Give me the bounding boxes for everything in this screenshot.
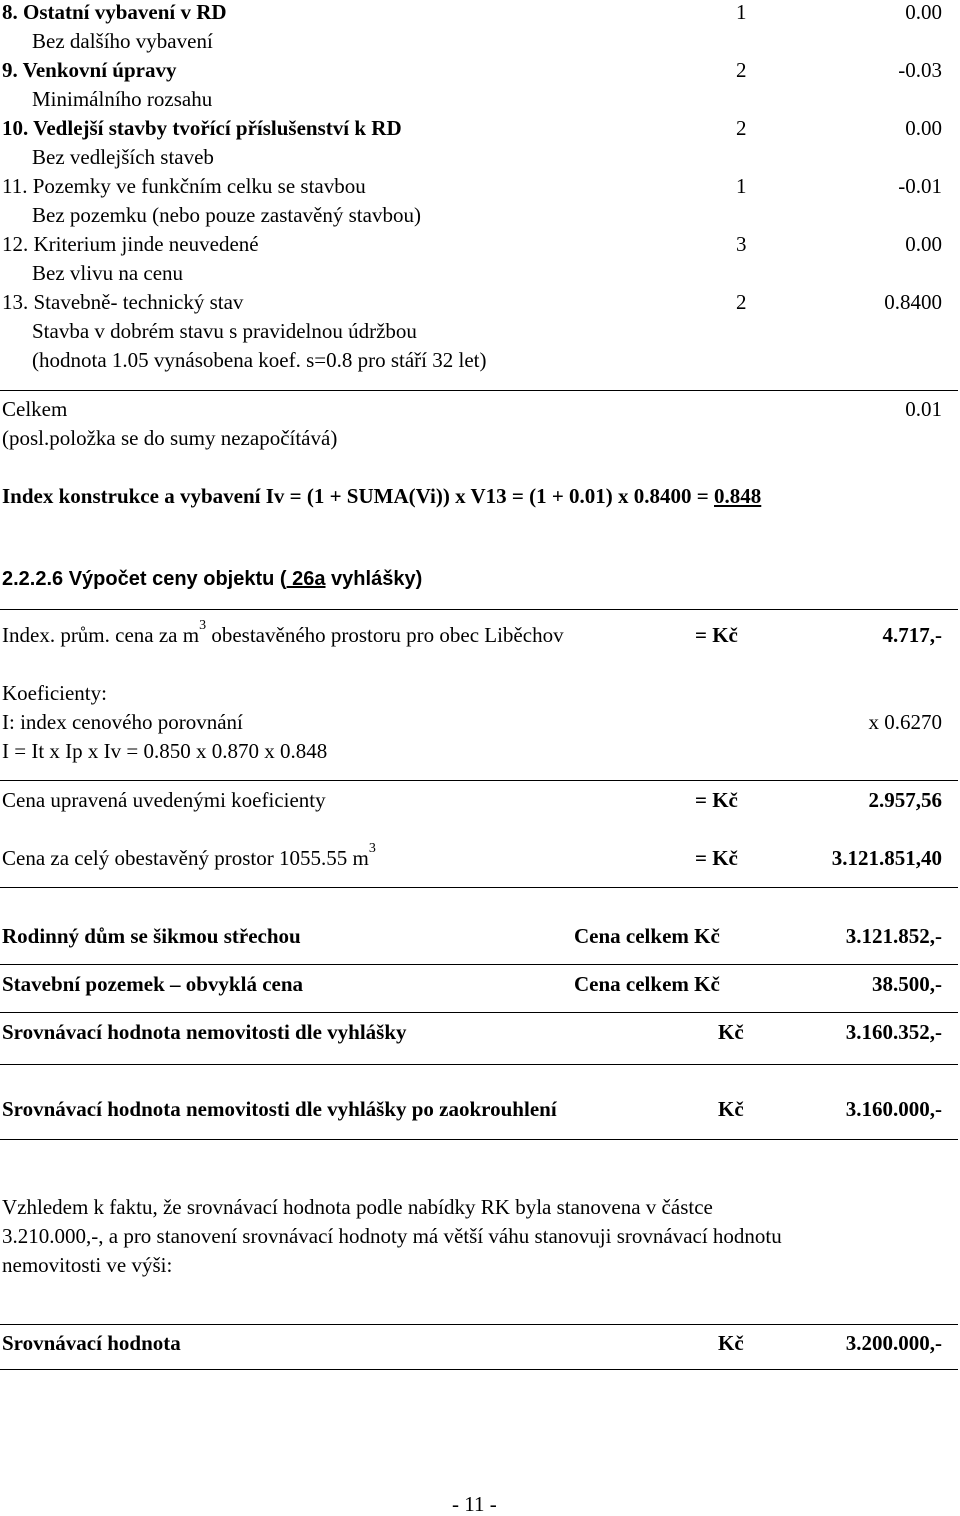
index-result: 0.848 <box>714 484 762 508</box>
coeff-level: 3 <box>736 232 747 256</box>
total-space-value: 3.121.851,40 <box>831 846 942 870</box>
coeff-desc: Bez pozemku (nebo pouze zastavěný stavbou) <box>32 203 421 227</box>
page-number: - 11 - <box>452 1492 497 1516</box>
total-note: (posl.položka se do sumy nezapočítává) <box>2 426 338 450</box>
superscript: 3 <box>199 618 207 633</box>
avg-price-value: 4.717,- <box>882 623 942 647</box>
coeff-desc: Bez vlivu na cenu <box>32 261 184 285</box>
final-mid: Kč <box>718 1331 744 1355</box>
paragraph-line: nemovitosti ve výši: <box>2 1253 173 1277</box>
coeff-title: 10. Vedlejší stavby tvořící příslušenství k RD <box>2 116 402 140</box>
divider <box>0 887 958 888</box>
heading-underlined: 26a <box>286 568 326 590</box>
coeff-title: 12. Kriterium jinde neuvedené <box>2 232 259 256</box>
total-value: 0.01 <box>905 397 942 421</box>
avg-price-label <box>2 618 564 647</box>
coeff-level: 1 <box>736 0 747 24</box>
index-formula-line: I = It x Ip x Iv = 0.850 x 0.870 x 0.848 <box>2 739 328 763</box>
final-value: 3.200.000,- <box>845 1331 942 1355</box>
divider <box>0 1012 958 1013</box>
coeff-value: 0.00 <box>905 116 942 140</box>
coeff-level: 2 <box>736 116 747 140</box>
coeff-desc: (hodnota 1.05 vynásobena koef. s=0.8 pro stáří 32 let) <box>32 348 487 372</box>
heading-prefix: 2.2.2.6 Výpočet ceny objektu ( <box>2 568 287 590</box>
summary-mid: Cena celkem Kč <box>574 924 720 948</box>
divider <box>0 609 958 610</box>
divider <box>0 390 958 391</box>
paragraph-line: Vzhledem k faktu, že srovnávací hodnota podle nabídky RK byla stanovena v částce <box>2 1195 713 1219</box>
adjusted-price-label: Cena upravená uvedenými koeficienty <box>2 788 326 812</box>
coefficients-heading: Koeficienty: <box>2 681 107 705</box>
coeff-value: 0.00 <box>905 0 942 24</box>
summary-value: 38.500,- <box>872 972 942 996</box>
coeff-value: -0.03 <box>898 58 942 82</box>
summary-value: 3.121.852,- <box>845 924 942 948</box>
coeff-title: 13. Stavebně- technický stav <box>2 290 244 314</box>
divider <box>0 780 958 781</box>
summary-label: Srovnávací hodnota nemovitosti dle vyhlášky po zaokrouhlení <box>2 1097 557 1121</box>
adjusted-price-value: 2.957,56 <box>868 788 942 812</box>
index-line <box>2 486 761 507</box>
summary-value: 3.160.352,- <box>845 1020 942 1044</box>
coeff-value: 0.8400 <box>884 290 942 314</box>
section-heading <box>2 569 422 589</box>
heading-suffix: vyhlášky) <box>325 568 423 590</box>
divider <box>0 964 958 965</box>
summary-mid: Kč <box>718 1020 744 1044</box>
coeff-title: 11. Pozemky ve funkčním celku se stavbou <box>2 174 366 198</box>
avg-price-eq: = Kč <box>695 623 738 647</box>
coeff-level: 1 <box>736 174 747 198</box>
coeff-title: 9. Venkovní úpravy <box>2 58 177 82</box>
index-label: I: index cenového porovnání <box>2 710 243 734</box>
total-label: Celkem <box>2 397 68 421</box>
coeff-level: 2 <box>736 290 747 314</box>
summary-label: Stavební pozemek – obvyklá cena <box>2 972 304 996</box>
summary-mid: Kč <box>718 1097 744 1121</box>
divider <box>0 1139 958 1140</box>
coeff-desc: Bez vedlejších staveb <box>32 145 214 169</box>
coeff-value: 0.00 <box>905 232 942 256</box>
index-formula: Index konstrukce a vybavení Iv = (1 + SUMA(Vi)) x V13 = (1 + 0.01) x 0.8400 = <box>2 484 715 508</box>
coeff-title: 8. Ostatní vybavení v RD <box>2 0 227 24</box>
superscript: 3 <box>368 841 376 856</box>
divider <box>0 1064 958 1065</box>
total-space-eq: = Kč <box>695 846 738 870</box>
label-part: Index. prům. cena za m <box>2 623 200 647</box>
divider <box>0 1369 958 1370</box>
paragraph-line: 3.210.000,-, a pro stanovení srovnávací hodnoty má větší váhu stanovuji srovnávací hodnotu <box>2 1224 782 1248</box>
summary-label: Rodinný dům se šikmou střechou <box>2 924 301 948</box>
coeff-desc: Stavba v dobrém stavu s pravidelnou údržbou <box>32 319 417 343</box>
coeff-desc: Minimálního rozsahu <box>32 87 213 111</box>
index-value: x 0.6270 <box>868 710 942 734</box>
divider <box>0 1324 958 1325</box>
total-space-label <box>2 841 376 870</box>
final-label: Srovnávací hodnota <box>2 1331 181 1355</box>
label-part: Cena za celý obestavěný prostor 1055.55 m <box>2 846 369 870</box>
coeff-value: -0.01 <box>898 174 942 198</box>
coeff-level: 2 <box>736 58 747 82</box>
summary-label: Srovnávací hodnota nemovitosti dle vyhlášky <box>2 1020 407 1044</box>
label-part: obestavěného prostoru pro obec Liběchov <box>206 623 564 647</box>
adjusted-price-eq: = Kč <box>695 788 738 812</box>
coeff-desc: Bez dalšího vybavení <box>32 29 213 53</box>
summary-value: 3.160.000,- <box>845 1097 942 1121</box>
summary-mid: Cena celkem Kč <box>574 972 720 996</box>
